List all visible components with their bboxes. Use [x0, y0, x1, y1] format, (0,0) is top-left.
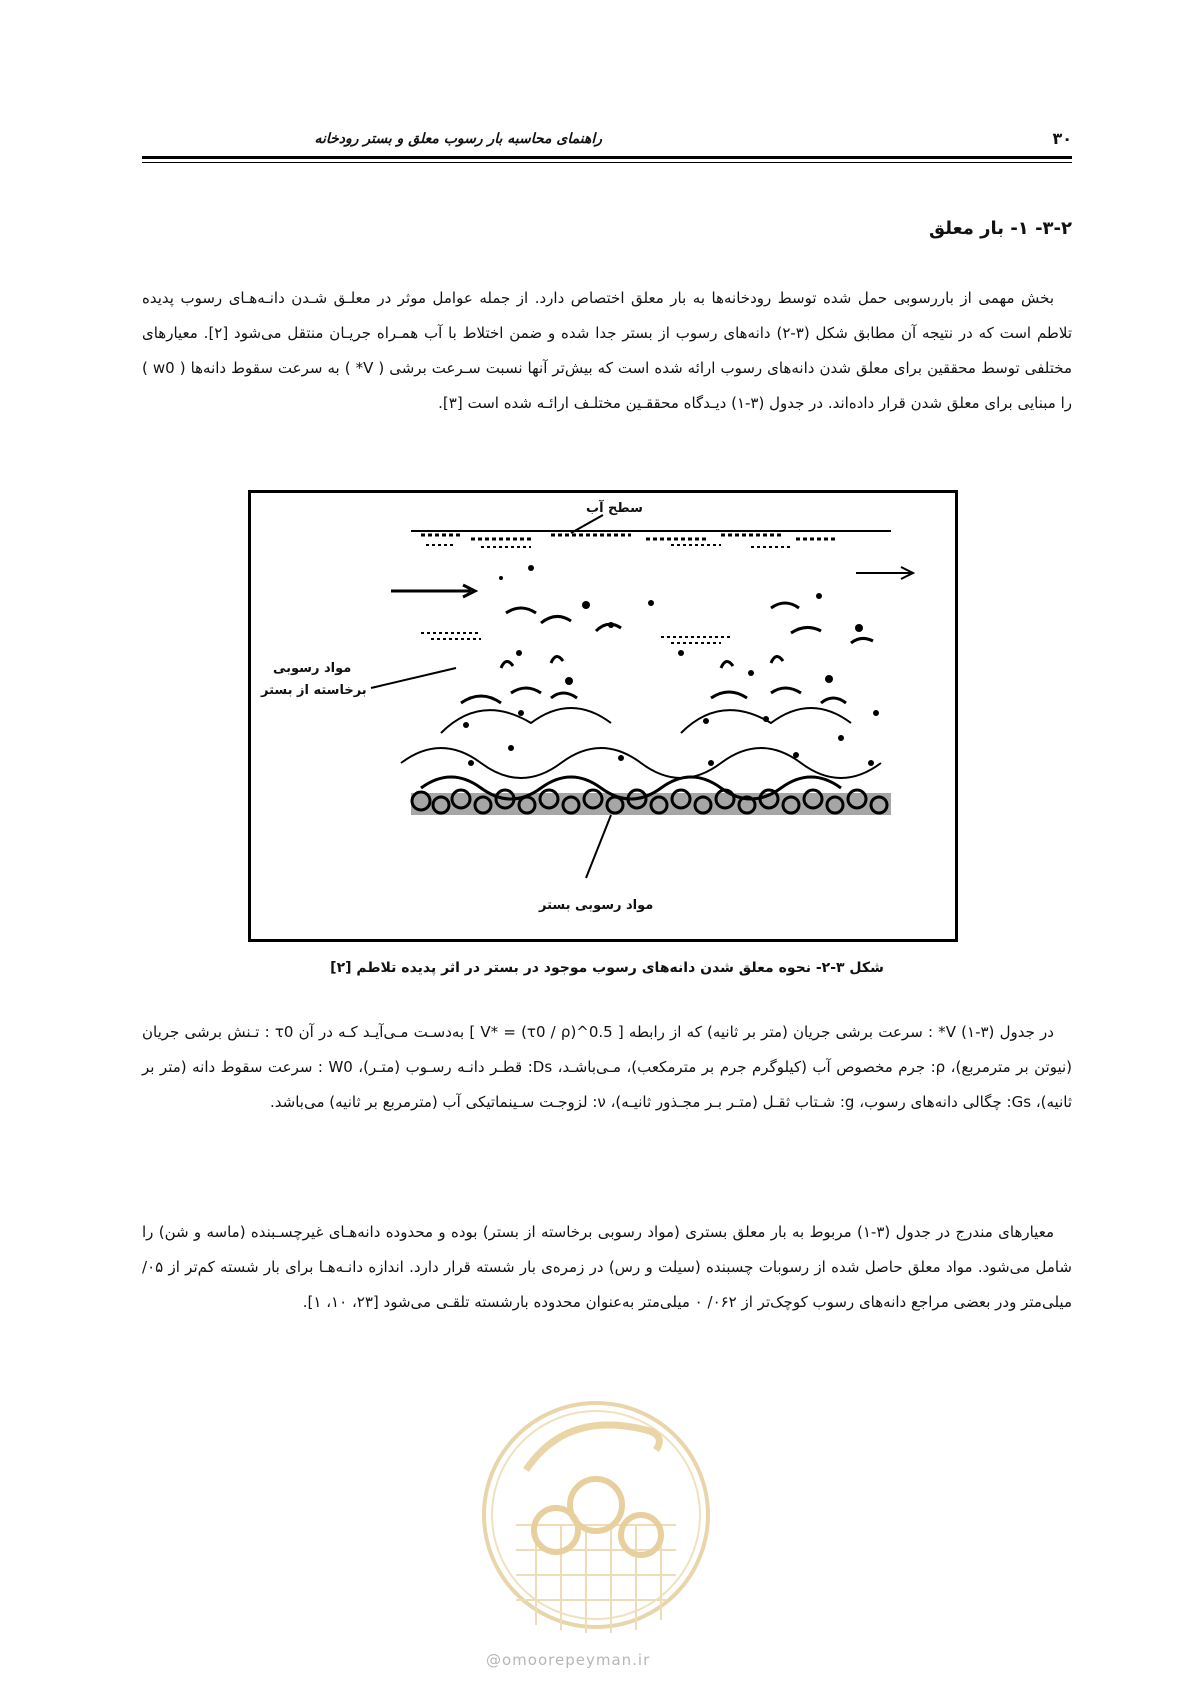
- label-suspended-material-line1: مواد رسوبی: [273, 661, 352, 676]
- particle-trails-upper: [506, 603, 873, 643]
- watermark-logo: [476, 1375, 716, 1655]
- running-title: راهنمای محاسبه بار رسوب معلق و بستر رودخانه: [314, 131, 602, 147]
- paragraph-1: بخش مهمی از باررسوبی حمل شده توسط رودخانه‌ها به بار معلق اختصاص دارد. از جمله عوامل موثر در معلـق شـدن دانـه‌هـای رسوب پدیده تلاطم است که در نتیجه آن مطابق شکل (۳-۲) دانه‌های رسوب از بستر جدا شده و ضمن اختلاط با آب همـراه جریـان منتقل می‌شود [۲]. معیارهای مختلفی توسط محققین برای معلق شدن دانه‌های رسوب ارائه شده است که بیش‌تر آنها نسبت سـرعت برشی ( V* ) به سرعت سقوط دانه‌ها ( w0 ) را مبنایی برای معلق شدن قرار داده‌اند. در جدول (۳-۱) دیـدگاه محققـین مختلـف ارائـه شده است [۳].: [142, 289, 1072, 412]
- section-heading: ۳-۲- ۱- بار معلق: [929, 218, 1072, 239]
- paragraph-2: در جدول (۳-۱) V* : سرعت برشی جریان (متر بر ثانیه) که از رابطه [ V* = (τ0 / ρ)^0.5 ] به‌دسـت مـی‌آیـد کـه در آن τ0 : تـنش برشی جریان (نیوتن بر مترمربع)، ρ: جرم مخصوص آب (کیلوگرم جرم بر مترمکعب)، مـی‌باشـد، Ds: قطـر دانـه رسـوب (متـر)، W0 : سرعت سقوط دانه (متر بر ثانیه)، Gs: چگالی دانه‌های رسوب، g: شـتاب ثقـل (متـر بـر مجـذور ثانیـه)، ν: لزوجـت سـینماتیکی آب (مترمربع بر ثانیه) می‌باشد.: [142, 1023, 1072, 1111]
- paragraph-3: معیارهای مندرج در جدول (۳-۱) مربوط به بار معلق بستری (مواد رسوبی برخاسته از بستر) بوده و محدوده دانه‌هـای غیرچسـبنده (ماسه و شن) را شامل می‌شود. مواد معلق حاصل شده از رسوبات چسبنده (سیلت و رس) در زمره‌ی بار شسته قرار دارد. اندازه دانـه‌هـا برای بار شسته کم‌تر از ۰۵/ میلی‌متر ودر بعضی مراجع دانه‌های رسوب کوچک‌تر از ۰۶۲/ ۰ میلی‌متر به‌عنوان محدوده بارشسته تلقـی می‌شود [۲۳، ۱۰، ۱].: [142, 1223, 1072, 1311]
- particle-paths: [441, 708, 851, 733]
- suspended-label-pointer: [371, 668, 456, 688]
- water-hatching: [421, 535, 836, 539]
- page-number: ۳۰: [1052, 129, 1072, 148]
- header-rule-thick: [142, 156, 1072, 159]
- bed-label-pointer: [586, 815, 611, 878]
- label-water-surface: سطح آب: [586, 501, 643, 516]
- header-rule-thin: [142, 162, 1072, 163]
- suspended-particles: [463, 565, 879, 766]
- bed-layer: [411, 793, 891, 815]
- label-bed-material: مواد رسوبی بستر: [539, 898, 654, 913]
- label-suspended-material-line2: برخاسته از بستر: [261, 683, 367, 698]
- page-header: [142, 124, 1072, 164]
- figure-turbulence-suspension: [248, 490, 958, 942]
- figure-drawing: [251, 493, 955, 939]
- watermark-site: @omoorepeyman.ir: [486, 1651, 651, 1669]
- figure-caption: شکل ۳-۲- نحوه معلق شدن دانه‌های رسوب موجود در بستر در اثر پدیده تلاطم [۲]: [330, 960, 884, 976]
